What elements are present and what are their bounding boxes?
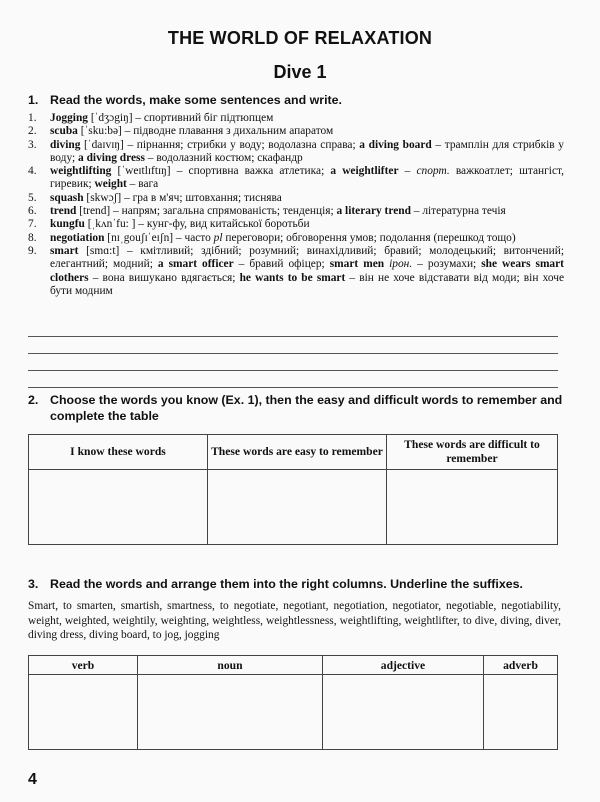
vocab-item [28, 192, 564, 205]
lesson-subtitle: Dive 1 [273, 62, 327, 82]
vocab-text: – бравий офіцер; [233, 258, 330, 271]
vocab-item [28, 245, 564, 298]
vocab-term: she wears smart clothers [50, 258, 564, 284]
vocab-term: Jogging [50, 112, 88, 124]
column-header-adverb: adverb [484, 656, 558, 675]
vocab-term: a weightlifter [330, 165, 399, 178]
vocab-item-number: 7. [28, 218, 37, 231]
vocab-item-number: 2. [28, 125, 37, 138]
table-cell-know[interactable] [29, 470, 208, 545]
page-title: THE WORLD OF RELAXATION [167, 28, 433, 48]
vocab-text: переговори; обговорення умов; подолання (перешкод тощо) [222, 231, 516, 244]
vocab-text: [skwɔʃ] – гра в м'яч; штовхання; тиснява [83, 191, 282, 204]
vocab-text: – він не хоче відставати від моди; він хоче бути модним [50, 271, 565, 297]
vocab-term: a diving dress [78, 151, 145, 164]
parts-of-speech-table [28, 655, 558, 750]
vocab-term: negotiation [50, 231, 105, 244]
vocab-text: [ˈweɪtlɪftɪŋ] – спортивна важка атлетика; [111, 165, 331, 178]
vocab-text: – трамплін для стрибків у воду; [50, 138, 564, 164]
writing-line[interactable] [28, 371, 558, 388]
table-cell-verb[interactable] [29, 675, 138, 750]
writing-line[interactable] [28, 320, 558, 337]
vocab-item [28, 205, 564, 218]
column-header-adjective: adjective [323, 656, 484, 675]
word-list-paragraph: Smart, to smarten, smartish, smartness, to negotiate, negotiant, negotiation, negotiator, negotiable, negotiability, weight, weighted, weightily, weighting, weightless, weightlessness, weightlifting, weightlifter, to dive, diving, diver, diving dress, diving board, to jog, jogging [28, 600, 561, 642]
vocab-text: [smɑ:t] – кмітливий; здібний; розумний; винахідливий; бравий; молодецький; витончений; елегантний; модний; [50, 244, 564, 271]
task-2-number: 2. [28, 393, 39, 407]
vocab-text: – водолазний костюм; скафандр [144, 151, 303, 164]
vocab-item-number: 5. [28, 191, 37, 204]
vocab-text: [trend] – напрям; загальна спрямованість; тенденція; [76, 205, 337, 218]
table-cell-noun[interactable] [138, 675, 323, 750]
task-2-title-line1: Choose the words you know (Ex. 1), then the easy and difficult words to remember and [50, 393, 563, 407]
vocab-label: ірон. [389, 258, 413, 271]
vocab-item-number: 4. [28, 165, 37, 178]
writing-line[interactable] [28, 354, 558, 371]
vocab-item [28, 232, 564, 245]
vocab-item [28, 125, 564, 138]
column-header-easy: These words are easy to remember [208, 435, 387, 470]
vocab-item-number: 3. [28, 138, 37, 151]
vocab-item-number: 6. [28, 205, 37, 218]
table-cell-adjective[interactable] [323, 675, 484, 750]
vocab-label: спорт. [416, 165, 450, 178]
vocab-item-number: 8. [28, 231, 37, 244]
vocab-text: – розумахи; [412, 258, 482, 271]
vocab-term: smart [50, 244, 79, 257]
vocab-term: a smart officer [157, 258, 234, 271]
task-1-number: 1. [28, 93, 39, 107]
vocab-term: smart men [329, 258, 385, 271]
table-cell-easy[interactable] [208, 470, 387, 545]
column-header-difficult: These words are difficult to remember [387, 435, 558, 470]
task-1-heading [28, 92, 568, 108]
vocab-term: trend [50, 205, 77, 218]
vocab-item-number: 9. [28, 244, 37, 257]
writing-lines[interactable] [28, 320, 558, 388]
vocab-term: diving [50, 138, 81, 151]
vocab-text: [ˈdʒɔgiŋ] – спортивний біг підтюпцем [87, 112, 274, 124]
vocab-term: he wants to be smart [239, 271, 346, 284]
vocab-text: важкоатлет; штангіст, гиревик; [50, 165, 564, 191]
vocab-term: a diving board [359, 138, 432, 151]
vocab-text: [nɪˌgouʃɪˈeɪʃn] – часто [104, 231, 214, 244]
vocab-text: – вона вишукано вдягається; [88, 271, 240, 284]
vocab-text: – [398, 165, 417, 178]
vocab-item [28, 165, 564, 192]
column-header-noun: noun [138, 656, 323, 675]
vocab-term: scuba [50, 125, 78, 138]
vocab-text: – літературна течія [410, 205, 506, 218]
task-2-heading [28, 392, 568, 424]
vocab-term: weight [94, 178, 127, 191]
table-cell-difficult[interactable] [387, 470, 558, 545]
task-3-number: 3. [28, 577, 39, 591]
column-header-verb: verb [29, 656, 138, 675]
vocab-term: squash [50, 191, 84, 204]
task-1-title: Read the words, make some sentences and write. [50, 93, 342, 107]
vocab-text: – вага [126, 178, 159, 191]
vocab-item [28, 218, 564, 231]
vocab-label: pl [213, 231, 223, 244]
task-3-heading [28, 576, 568, 592]
vocab-term: kungfu [50, 218, 85, 231]
writing-line[interactable] [28, 337, 558, 354]
vocab-item-number: 1. [28, 112, 37, 124]
words-table [28, 434, 558, 545]
vocab-item [28, 139, 564, 166]
task-3-title: Read the words and arrange them into the right columns. Underline the suffixes. [50, 577, 523, 591]
column-header-know: I know these words [29, 435, 208, 470]
table-cell-adverb[interactable] [484, 675, 558, 750]
vocab-text: [ˈsku:bə] – підводне плавання з дихальним апаратом [77, 125, 334, 138]
vocab-item [28, 112, 564, 125]
vocab-text: [ˈdaɪvɪŋ] – пірнання; стрибки у воду; водолазна справа; [80, 138, 360, 151]
task-2-title-line2: complete the table [50, 409, 159, 423]
vocab-term: a literary trend [336, 205, 411, 218]
page-number: 4 [28, 771, 37, 788]
vocab-term: weightlifting [50, 165, 112, 178]
vocab-text: [ˌkʌnˈfu: ] – кунг-фу, вид китайської боротьби [84, 218, 310, 231]
vocabulary-list [28, 112, 564, 298]
